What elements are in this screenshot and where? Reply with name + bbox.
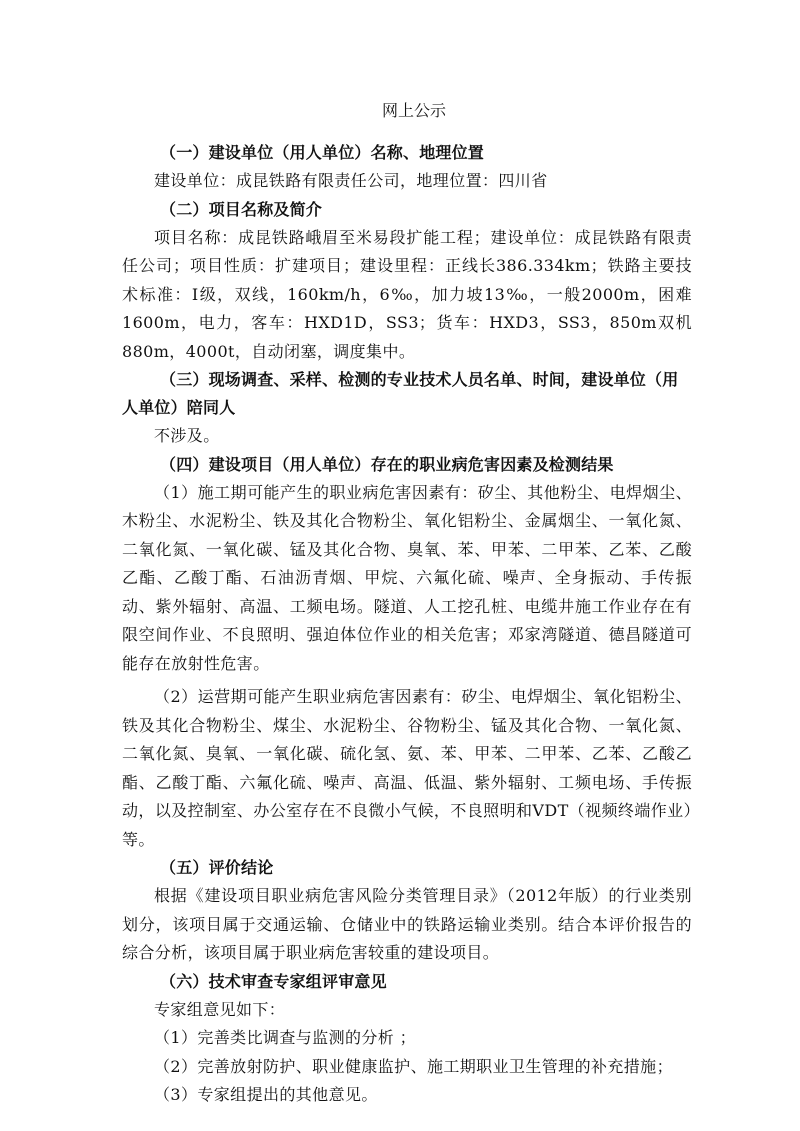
section-2-heading: （二）项目名称及简介 — [160, 199, 323, 219]
section-3-body: 不涉及。 — [154, 426, 220, 445]
section-3-heading: （三）现场调查、采样、检测的专业技术人员名单、时间，建设单位（用人单位）陪同人 — [122, 370, 679, 417]
opinion-item-1: （1）完善类比调查与监测的分析 ； — [154, 1028, 417, 1047]
page-title: 网上公示 — [381, 101, 446, 120]
section-5-body: 根据《建设项目职业病危害风险分类管理目录》（2012年版）的行业类别划分，该项目属于交通运输、仓储业中的铁路运输业类别。结合本评价报告的综合分析，该项目属于职业病危害较重的建设项目。 — [122, 886, 692, 962]
section-2-body: 项目名称：成昆铁路峨眉至米易段扩能工程；建设单位：成昆铁路有限责任公司；项目性质：扩建项目；建设里程：正线长386.334km；铁路主要技术标准：Ⅰ级，双线，160km/h，6‰，加力坡13‰，一般2000m，困难1600m，电力，客车：HXD1D，SS3；货车：HXD3，SS3，850m双机880m，4000t，自动闭塞，调度集中。 — [122, 227, 692, 361]
opinion-item-3: （3）专家组提出的其他意见。 — [154, 1085, 378, 1104]
section-4-paragraph-2: （2）运营期可能产生职业病危害因素有：矽尘、电焊烟尘、氧化铝粉尘、铁及其化合物粉尘、煤尘、水泥粉尘、谷物粉尘、锰及其化合物、一氧化氮、二氧化氮、臭氧、一氧化碳、硫化氢、氨、苯、甲苯、二甲苯、乙苯、乙酸乙酯、乙酸丁酯、六氟化硫、噪声、高温、低温、紫外辐射、工频电场、手传振动，以及控制室、办公室存在不良微小气候，不良照明和VDT（视频终端作业）等。 — [122, 687, 692, 849]
section-4-heading: （四）建设项目（用人单位）存在的职业病危害因素及检测结果 — [160, 454, 614, 474]
section-6-intro: 专家组意见如下： — [154, 999, 286, 1019]
section-5-heading: （五）评价结论 — [160, 858, 274, 877]
section-1-heading: （一）建设单位（用人单位）名称、地理位置 — [160, 143, 485, 162]
section-1-body: 建设单位：成昆铁路有限责任公司，地理位置：四川省 — [154, 171, 548, 190]
section-6-heading: （六）技术审查专家组评审意见 — [160, 971, 387, 991]
section-4-paragraph-1: （1）施工期可能产生的职业病危害因素有：矽尘、其他粉尘、电焊烟尘、木粉尘、水泥粉尘、铁及其化合物粉尘、氧化铝粉尘、金属烟尘、一氧化氮、二氧化氮、一氧化碳、锰及其化合物、臭氧、苯、甲苯、二甲苯、乙苯、乙酸乙酯、乙酸丁酯、石油沥青烟、甲烷、六氟化硫、噪声、全身振动、手传振动、紫外辐射、高温、工频电场。隧道、人工挖孔桩、电缆井施工作业存在有限空间作业、不良照明、强迫体位作业的相关危害；邓家湾隧道、德昌隧道可能存在放射性危害。 — [122, 482, 692, 673]
opinion-item-2: （2）完善放射防护、职业健康监护、施工期职业卫生管理的补充措施； — [154, 1056, 673, 1076]
